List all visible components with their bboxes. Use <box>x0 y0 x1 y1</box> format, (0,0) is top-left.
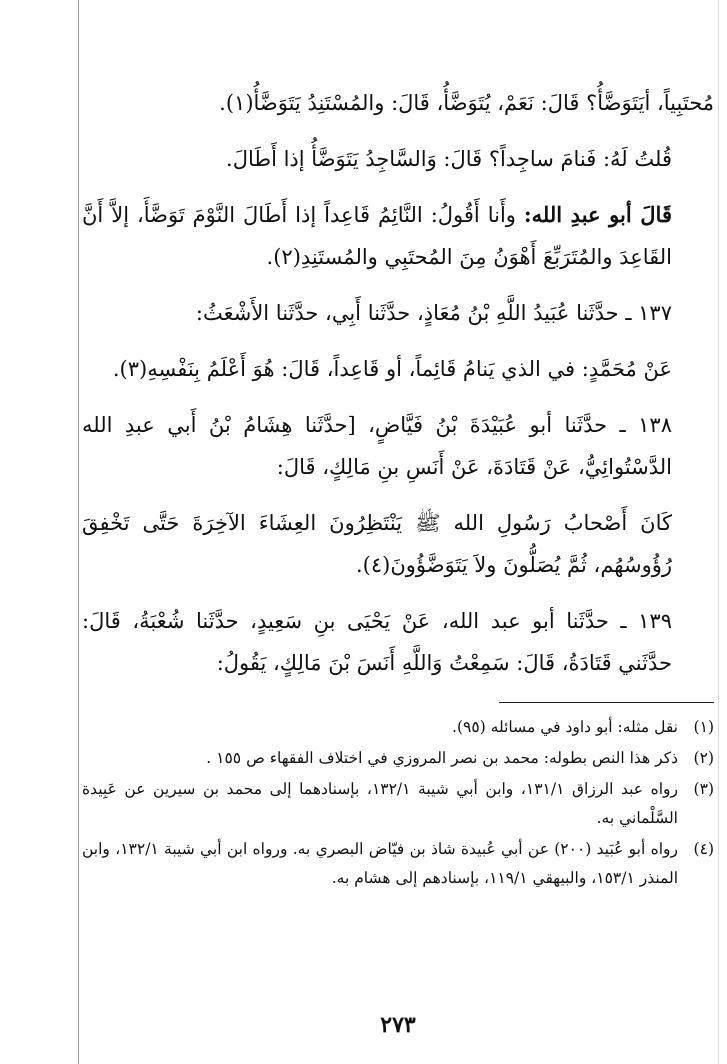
footnote <box>82 744 714 773</box>
paragraph-5 <box>82 348 714 390</box>
footnote-number: (٣) <box>693 780 714 798</box>
paragraph-text: ١٣٧ ـ حدَّثَنا عُبَيدُ اللَّهِ بْنُ مُعَاذٍ، حدَّثَنا أَبِي، حدَّثَنا الأَشْعَثُ: <box>195 301 672 325</box>
paragraph-3 <box>82 194 714 278</box>
right-edge-line <box>718 0 719 1064</box>
paragraph-text: ١٣٨ ـ حدَّثَنا أبو عُبَيْدَةَ بْنُ فَيَّاضٍ، [حدَّثَنا هِشَامُ بْنُ أَبي عبدِ الله الدَّسْتُوائِيُّ، عَنْ قَتَادَةَ، عَنْ أَنَسِ بنِ مَالِكٍ، قَالَ: <box>82 413 672 479</box>
footnote-number: (١) <box>693 718 714 736</box>
footnote-text: نقل مثله: أبو داود في مسائله (٩٥). <box>452 718 678 736</box>
main-text <box>82 82 714 684</box>
paragraph-text: ١٣٩ ـ حدَّثَنا أبو عبد الله، عَنْ يَحْيَى بنِ سَعِيدٍ، حدَّثَنا شُعْبَةُ، قَالَ: حدَّثَني قَتَادَةُ، قَالَ: سَمِعْتُ وَاللَّهِ أَنَسَ بْنَ مَالِكٍ، يَقُولُ: <box>82 609 672 675</box>
paragraph-1 <box>82 82 714 124</box>
footnote <box>82 775 714 833</box>
footnote <box>82 835 714 893</box>
paragraph-6 <box>82 404 714 488</box>
footnote-text: رواه أبو عُبَيد (٢٠٠) عن أبي عُبيدة شاذ بن فيّاض البصري به. ورواه ابن أبي شيبة ١٣٢/١، وابن المنذر ١٥٣/١، والبيهقي ١١٩/١، بإسنادهم إلى هشام به. <box>82 840 678 887</box>
paragraph-text: كَانَ أَصْحابُ رَسُولِ الله ﷺ يَنْتَظِرُونَ العِشَاءَ الآخِرَةَ حَتَّى تَخْفِقَ رُؤُوسُهُم، ثُمَّ يُصَلُّونَ ولاَ يَتَوَضَّؤُونَ(٤). <box>82 511 672 577</box>
footnote-text: رواه عبد الرزاق ١٣١/١، وابن أبي شيبة ١٣٢/١، بإسنادهما إلى محمد بن سيرين عن عَبِيدة السَّلْماني به. <box>82 780 678 827</box>
footnotes <box>82 713 714 893</box>
left-margin-line <box>78 0 79 1064</box>
paragraph-4 <box>82 292 714 334</box>
book-page <box>82 82 714 1042</box>
paragraph-7 <box>82 502 714 586</box>
footnote-text: ذكر هذا النص بطوله: محمد بن نصر المروزي في اختلاف الفقهاء ص ١٥٥ . <box>206 749 678 767</box>
paragraph-lead: قَالَ أبو عبدِ الله: <box>523 202 672 227</box>
paragraph-text: قُلتُ لَهُ: فَنامَ ساجِداً؟ قَالَ: وَالسَّاجِدُ يَتَوَضَّأُ إذا أَطَالَ. <box>226 147 672 171</box>
footnote-number: (٢) <box>693 749 714 767</box>
footnote-number: (٤) <box>693 840 714 858</box>
paragraph-8 <box>82 600 714 684</box>
paragraph-text: وأَنا أَقُولُ: النَّائِمُ قَاعِداً إذا أَطَالَ النَّوْمَ تَوَضَّأَ، إلاَّ أَنَّ القَاعِدَ والمُتَرَبِّعَ أَهْوَنُ مِنَ المُحتَبِي والمُستَنِدِ(٢). <box>82 203 672 269</box>
footnote-separator <box>499 702 714 703</box>
footnote <box>82 713 714 742</box>
paragraph-2 <box>82 138 714 180</box>
paragraph-text: مُحتَبِياً، أيَتَوَضَّأُ؟ قَالَ: نَعَمْ، يُتَوَضَّأُ، قَالَ: والمُسْتَنِدُ يَتَوَضَّأُ(١). <box>219 91 714 115</box>
page-number: ٢٧٣ <box>380 1012 416 1038</box>
paragraph-text: عَنْ مُحَمَّدٍ: في الذي يَنامُ قَائِماً، أو قَاعِداً، قَالَ: هُوَ أَعْلَمُ بِنَفْسِهِ(٣). <box>112 357 672 381</box>
